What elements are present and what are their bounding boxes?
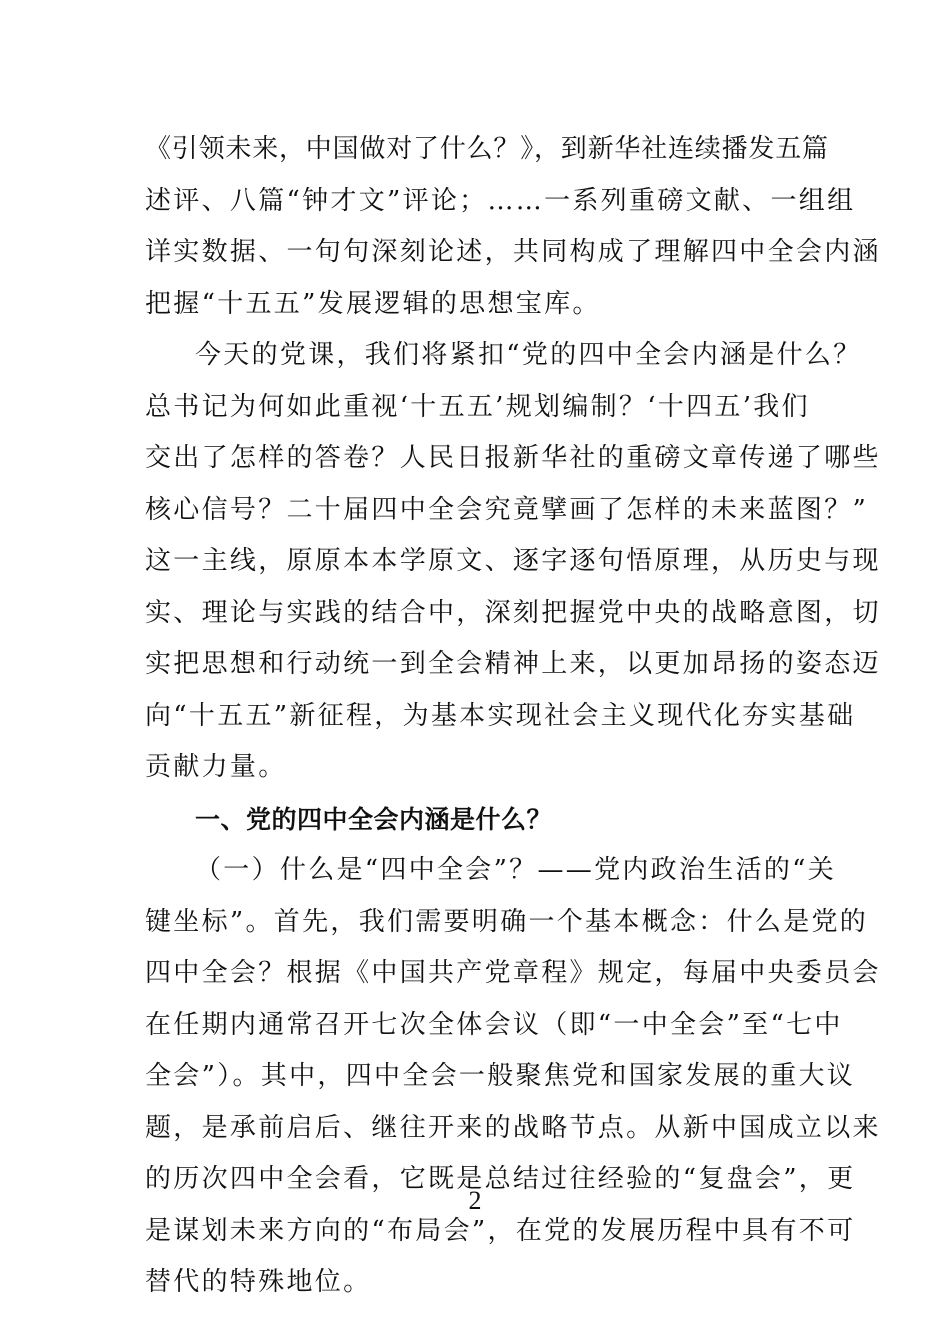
body-text-line: 贡献力量。 (145, 752, 287, 782)
body-text-line: 《引领未来，中国做对了什么？》，到新华社连续播发五篇 (145, 134, 829, 164)
body-text-line: 全会”）。其中，四中全会一般聚焦党和国家发展的重大议 (145, 1061, 856, 1091)
body-text-line: 四中全会？根据《中国共产党章程》规定，每届中央委员会 (145, 958, 881, 988)
body-text-line: 在任期内通常召开七次全体会议（即“一中全会”至“七中 (145, 1009, 843, 1040)
body-text-line: 向“十五五”新征程，为基本实现社会主义现代化夯实基础 (145, 700, 856, 731)
body-text-line: 是谋划未来方向的“布局会”，在党的发展历程中具有不可 (145, 1215, 856, 1246)
document-body (145, 124, 881, 1309)
page-number: 2 (468, 1186, 482, 1215)
body-text-line: 这一主线，原原本本学原文、逐字逐句悟原理，从历史与现 (145, 546, 881, 576)
body-text-line: 题，是承前启后、继往开来的战略节点。从新中国成立以来 (145, 1112, 881, 1143)
body-text-line: 核心信号？二十届四中全会究竟擘画了怎样的未来蓝图？” (145, 494, 869, 525)
body-text-line: （一）什么是“四中全会”？——党内政治生活的“关 (195, 855, 837, 885)
section-heading: 一、党的四中全会内涵是什么？ (195, 804, 553, 834)
body-text-line: 详实数据、一句句深刻论述，共同构成了理解四中全会内涵 (145, 237, 881, 267)
body-text-line: 键坐标”。首先，我们需要明确一个基本概念：什么是党的 (145, 906, 869, 937)
body-text-line: 实把思想和行动统一到全会精神上来，以更加昂扬的姿态迈 (145, 649, 881, 679)
body-text-line: 把握“十五五”发展逻辑的思想宝库。 (145, 288, 601, 319)
body-text-line: 替代的特殊地位。 (145, 1267, 372, 1297)
body-text-line: 今天的党课，我们将紧扣“党的四中全会内涵是什么？ (195, 340, 862, 370)
body-text-line: 述评、八篇“钟才文”评论；……一系列重磅文献、一组组 (145, 185, 856, 216)
body-text-line: 的历次四中全会看，它既是总结过往经验的“复盘会”，更 (145, 1164, 856, 1194)
body-text-line: 交出了怎样的答卷？人民日报新华社的重磅文章传递了哪些 (145, 443, 881, 473)
body-text-line: 实、理论与实践的结合中，深刻把握党中央的战略意图，切 (145, 597, 881, 628)
body-text-line: 总书记为何如此重视‘十五五’规划编制？‘十四五’我们 (145, 391, 810, 422)
